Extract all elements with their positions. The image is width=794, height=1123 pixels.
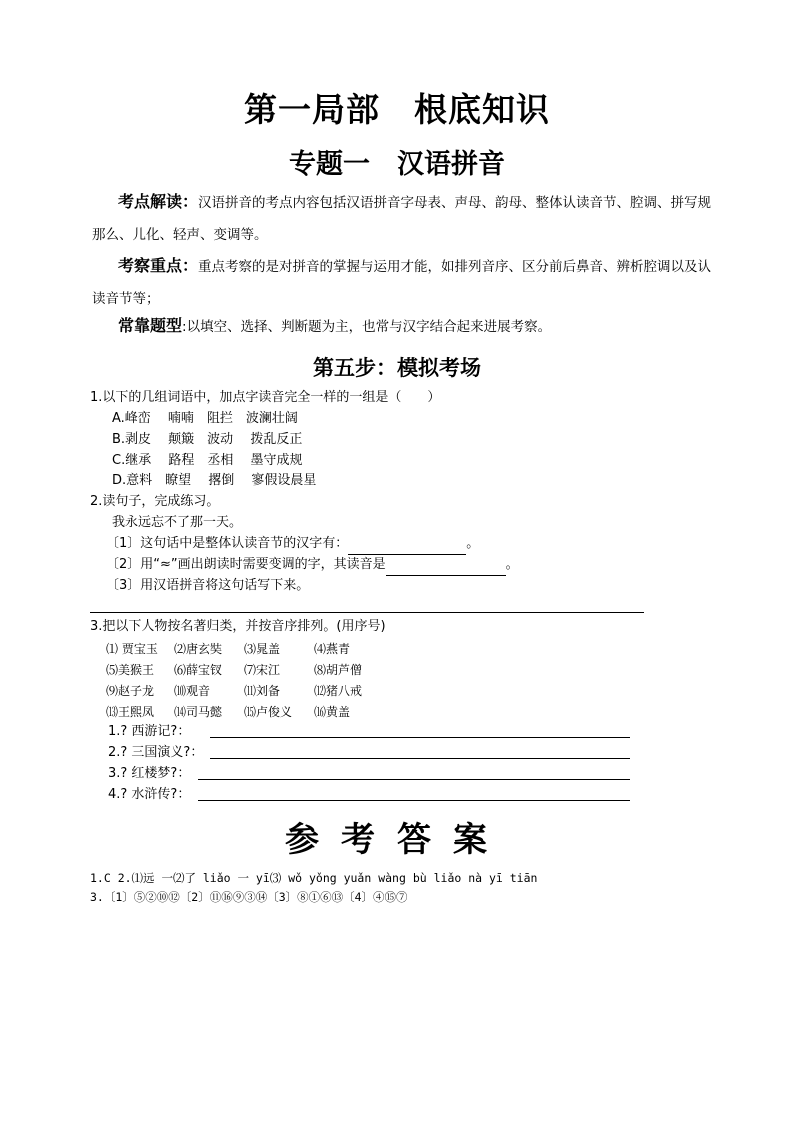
answer-line-1: 1.C 2.⑴远 一⑵了 liǎo 一 yī⑶ wǒ yǒng yuǎn wàng bù liǎo nà yī tiān (90, 871, 538, 885)
step-title: 第五步：模拟考场 (313, 355, 481, 380)
answer-blank[interactable] (348, 540, 466, 555)
category-shuihu: 4.? 水浒传?： (108, 787, 191, 802)
character-item: ⒁司马懿 (174, 705, 223, 719)
character-item: ⑼赵子龙 (106, 684, 155, 698)
answer-line[interactable] (198, 800, 630, 801)
answer-blank[interactable] (386, 561, 506, 576)
character-item: ⒀王熙凤 (106, 705, 155, 719)
character-item: ⑸美猴王 (106, 663, 155, 677)
intro-key-points (92, 186, 722, 251)
q2-stem: 2.读句子，完成练习。 (90, 494, 220, 509)
answer-line[interactable] (90, 612, 644, 613)
intro-focus (92, 250, 722, 315)
character-item: ⑵唐玄奘 (174, 642, 223, 656)
intro-text: 汉语拼音的考点内容包括汉语拼音字母表、声母、韵母、整体认读音节、腔调、拼写规那么、儿化、轻声、变调等。 (92, 195, 712, 243)
q2-sub1-text: 〔1〕这句话中是整体认读音节的汉字有： (106, 536, 349, 551)
category-xiyouji: 1.? 西游记?： (108, 724, 191, 739)
answer-line[interactable] (210, 737, 630, 738)
intro-label: 常靠题型 (118, 316, 183, 335)
q1-option-b: B.剥皮 颠簸 波动 拨乱反正 (112, 432, 303, 447)
character-item: ⑾刘备 (244, 684, 281, 698)
section-subtitle: 专题一 汉语拼音 (289, 149, 505, 180)
q1-option-a: A.峰峦 喃喃 阻拦 波澜壮阔 (112, 411, 298, 426)
intro-question-types (92, 310, 722, 343)
character-item: ⒂卢俊义 (244, 705, 293, 719)
character-item: ⑺宋江 (244, 663, 281, 677)
intro-text: :以填空、选择、判断题为主，也常与汉字结合起来进展考察。 (182, 319, 552, 335)
character-item: ⑶晁盖 (244, 642, 281, 656)
answer-line[interactable] (210, 758, 630, 759)
character-item: ⑻胡芦僧 (314, 663, 363, 677)
character-item: ⒃黄盖 (314, 705, 351, 719)
intro-label: 考察重点： (118, 256, 199, 275)
character-item: ⑴ 贾宝玉 (106, 642, 158, 656)
q2-sub2 (106, 555, 519, 576)
answer-line-2: 3.〔1〕⑤②⑩⑫〔2〕⑪⑯⑨③⑭〔3〕⑧①⑥⑬〔4〕④⑮⑦ (90, 890, 408, 904)
character-item: ⑽观音 (174, 684, 211, 698)
q2-sub2-end: 。 (505, 557, 519, 572)
intro-label: 考点解读： (118, 192, 199, 211)
character-item: ⑿猪八戒 (314, 684, 363, 698)
category-sanguo: 2.? 三国演义?： (108, 745, 204, 760)
q2-sentence: 我永远忘不了那一天。 (112, 515, 243, 530)
character-item: ⑷燕青 (314, 642, 351, 656)
category-hongloumeng: 3.? 红楼梦?： (108, 766, 191, 781)
q3-stem: 3.把以下人物按名著归类，并按音序排列。(用序号) (90, 619, 386, 634)
q2-sub2-text: 〔2〕用“≈”画出朗读时需要变调的字，其读音是 (106, 557, 386, 572)
q2-sub1 (106, 534, 479, 555)
intro-text: 重点考察的是对拼音的掌握与运用才能，如排列音序、区分前后鼻音、辨析腔调以及认读音节等； (92, 259, 712, 307)
q1-option-d: D.意料 瞭望 撂倒 寥假设晨星 (112, 473, 317, 488)
page-title: 第一局部 根底知识 (244, 90, 550, 129)
q1-option-c: C.继承 路程 丞相 墨守成规 (112, 453, 303, 468)
answer-title: 参考答案 (285, 820, 509, 860)
q2-sub1-end: 。 (466, 536, 480, 551)
q1-stem: 1.以下的几组词语中，加点字读音完全一样的一组是（ ） (90, 390, 441, 405)
answer-line[interactable] (198, 779, 630, 780)
character-item: ⑹薛宝钗 (174, 663, 223, 677)
q2-sub3: 〔3〕用汉语拼音将这句话写下来。 (106, 578, 310, 593)
